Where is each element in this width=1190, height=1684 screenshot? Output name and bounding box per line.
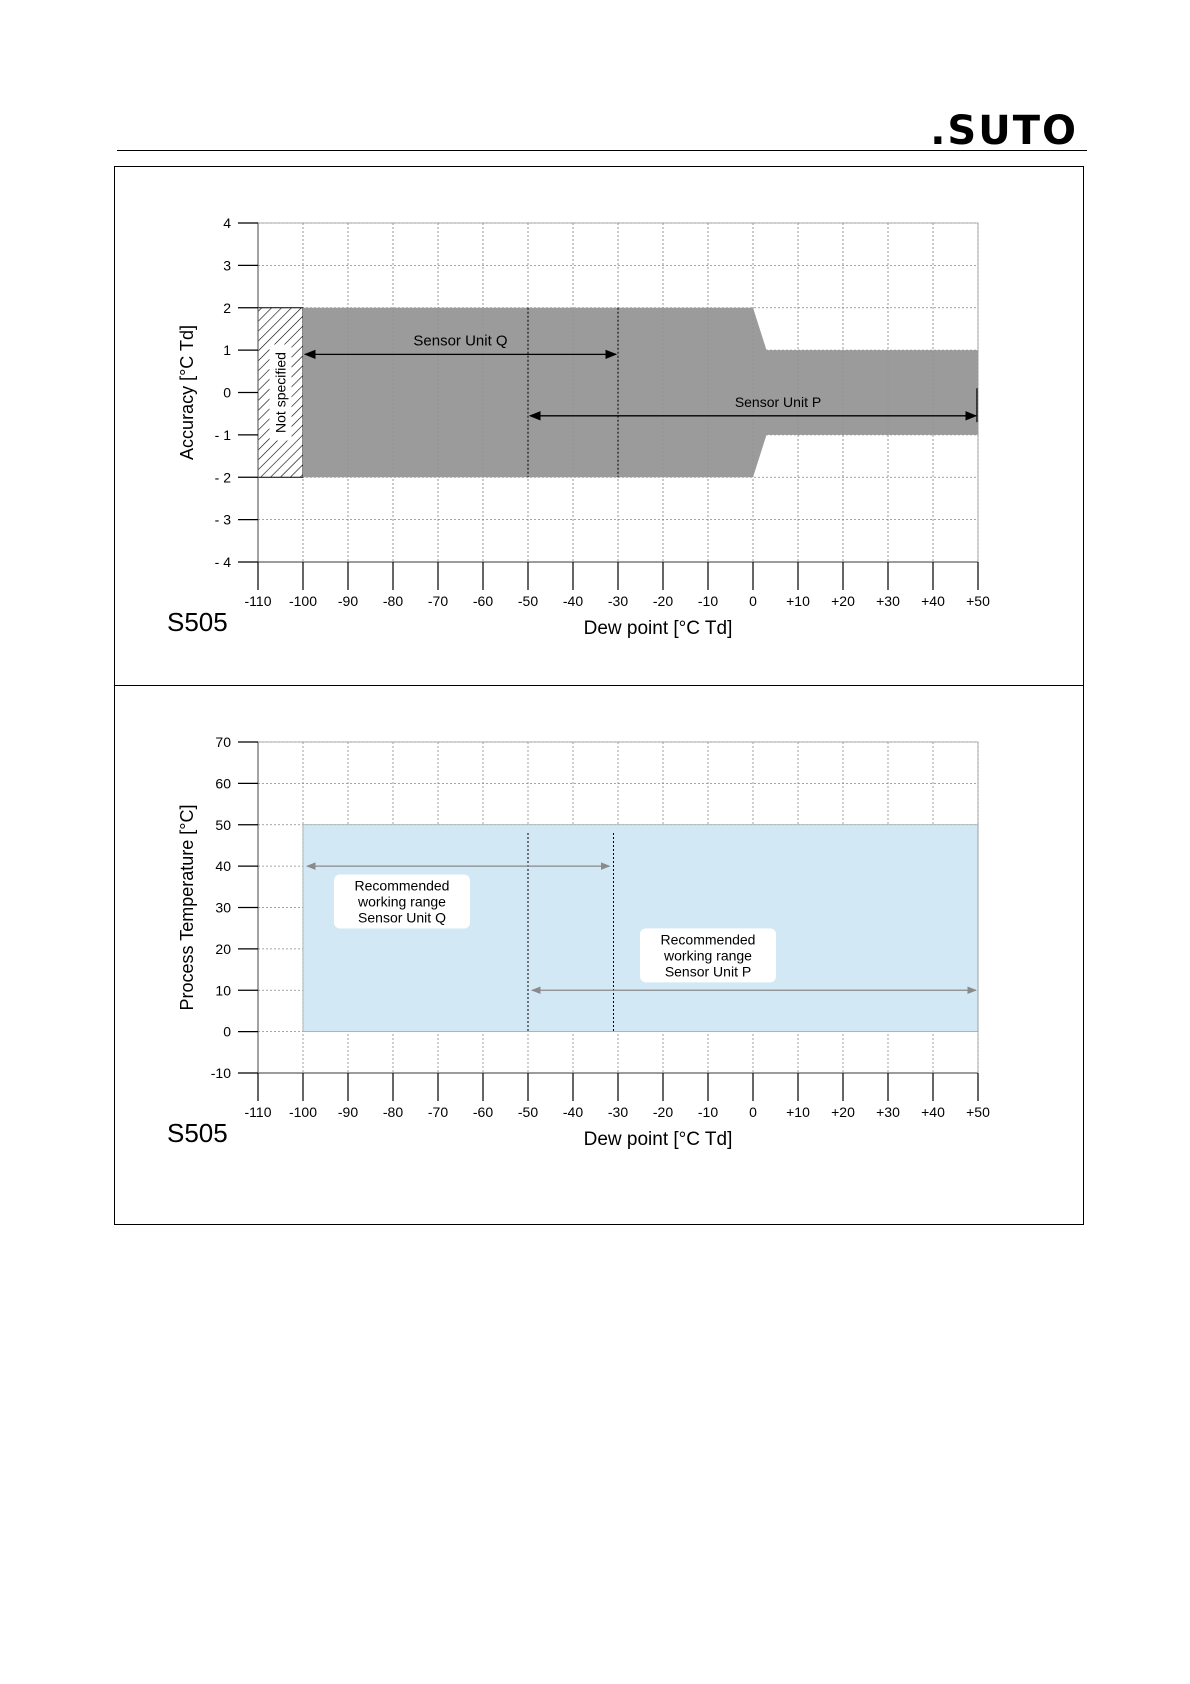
y-tick-label: - 4	[214, 554, 231, 570]
x-tick-label: +10	[786, 593, 810, 609]
x-tick-label: -100	[288, 593, 318, 609]
x-tick-label: -60	[472, 1104, 494, 1120]
x-axis-label: Dew point [°C Td]	[583, 618, 733, 639]
x-tick-label: 0	[749, 593, 757, 609]
y-tick-label: 1	[223, 342, 231, 359]
y-tick-label: - 2	[214, 469, 231, 486]
not-specified-label: Not specified	[272, 352, 289, 433]
x-tick-label: +40	[921, 593, 945, 609]
range-label-q-line: working range	[358, 893, 446, 910]
x-tick-label: -100	[288, 1104, 318, 1120]
x-tick-label: -20	[652, 593, 674, 609]
x-tick-label: -70	[427, 1104, 449, 1120]
x-tick-label: -30	[607, 593, 629, 609]
x-tick-label: -110	[244, 1104, 272, 1120]
x-tick-label: 0	[749, 1104, 757, 1120]
y-tick-label: - 3	[214, 511, 231, 528]
x-tick-label: -90	[337, 1104, 359, 1120]
range-label-p: Sensor Unit P	[734, 393, 822, 410]
x-tick-label: +30	[876, 1104, 900, 1120]
x-tick-label: -10	[697, 593, 719, 609]
range-label-q: Sensor Unit Q	[413, 332, 508, 350]
y-tick-label: -10	[210, 1065, 231, 1081]
range-label-p-line: Recommended	[660, 931, 756, 948]
y-axis-label: Accuracy [°C Td]	[177, 325, 197, 460]
x-tick-label: -50	[517, 593, 539, 609]
suto-logo: .SUTO	[930, 108, 1078, 154]
x-tick-label: -40	[562, 1104, 584, 1120]
x-tick-label: +20	[831, 593, 855, 609]
y-tick-label: 40	[215, 858, 231, 875]
x-tick-label: +40	[921, 1104, 945, 1120]
x-tick-label: +10	[786, 1104, 810, 1120]
x-tick-label: -80	[382, 1104, 404, 1120]
range-label-q-line: Recommended	[354, 877, 450, 894]
x-tick-label: -60	[472, 593, 494, 609]
x-tick-label: +50	[966, 1104, 990, 1120]
x-tick-label: -40	[562, 593, 584, 609]
x-tick-label: -10	[697, 1104, 719, 1120]
y-tick-label: 2	[223, 299, 231, 316]
accuracy-chart	[115, 167, 1083, 685]
x-tick-label: -80	[382, 593, 404, 609]
y-tick-label: - 1	[214, 426, 231, 443]
y-tick-label: 0	[223, 384, 231, 401]
y-tick-label: 10	[215, 982, 231, 999]
y-tick-label: 20	[215, 940, 231, 957]
x-tick-label: -70	[427, 593, 449, 609]
model-label: S505	[167, 1118, 228, 1148]
x-tick-label: -50	[517, 1104, 539, 1120]
x-axis-label: Dew point [°C Td]	[583, 1129, 733, 1150]
x-tick-label: +50	[966, 593, 990, 609]
temperature-chart-frame	[114, 685, 1084, 1225]
x-tick-label: -110	[244, 593, 272, 609]
y-axis-label: Process Temperature [°C]	[177, 804, 197, 1011]
model-label: S505	[167, 607, 228, 637]
y-tick-label: 70	[215, 734, 231, 750]
x-tick-label: +20	[831, 1104, 855, 1120]
header-rule	[117, 150, 1087, 151]
range-label-p-line: working range	[664, 947, 752, 964]
process-temperature-chart	[115, 686, 1083, 1224]
accuracy-band	[303, 308, 978, 478]
y-tick-label: 3	[223, 257, 231, 274]
x-tick-label: -20	[652, 1104, 674, 1120]
x-tick-label: -30	[607, 1104, 629, 1120]
y-tick-label: 60	[215, 775, 231, 792]
range-label-p-line: Sensor Unit P	[664, 963, 752, 980]
x-tick-label: -90	[337, 593, 359, 609]
range-label-q-line: Sensor Unit Q	[358, 909, 446, 926]
y-tick-label: 4	[223, 215, 231, 231]
y-tick-label: 50	[215, 816, 231, 833]
accuracy-chart-frame	[114, 166, 1084, 686]
x-tick-label: +30	[876, 593, 900, 609]
y-tick-label: 0	[223, 1023, 231, 1040]
y-tick-label: 30	[215, 899, 231, 916]
